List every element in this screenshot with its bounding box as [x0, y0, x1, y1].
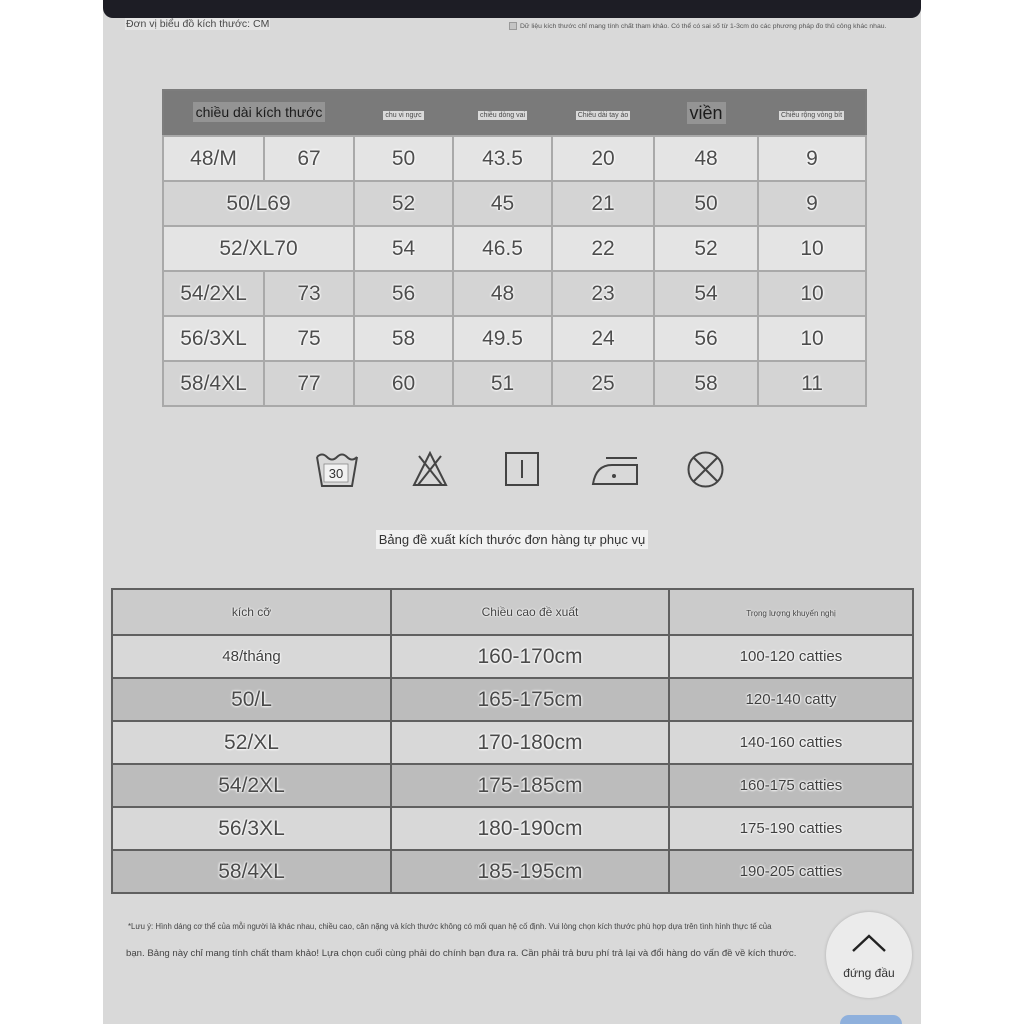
weight-value: 100-120 catties [739, 647, 843, 665]
length-cell [264, 136, 354, 181]
weight-value: 140-160 catties [739, 733, 843, 751]
header-size [112, 589, 391, 635]
chest-value: 58 [391, 326, 416, 350]
weight-cell [669, 678, 913, 721]
size-cell [112, 678, 391, 721]
size-row [163, 316, 866, 361]
cuff-cell [758, 136, 866, 181]
sleeve-value: 20 [591, 146, 615, 170]
header-weight [669, 589, 913, 635]
hem-value: 52 [694, 236, 718, 260]
chest-value: 50 [391, 146, 416, 170]
height-value: 160-170cm [477, 644, 583, 668]
length-value: 75 [297, 326, 321, 350]
hem-value: 58 [694, 371, 718, 395]
weight-value: 175-190 catties [739, 819, 843, 837]
recommendation-row [112, 678, 913, 721]
recommendation-row [112, 850, 913, 893]
height-value: 185-195cm [477, 859, 583, 883]
length-cell [264, 361, 354, 406]
height-value: 165-175cm [477, 687, 583, 711]
size-cell [163, 361, 264, 406]
height-cell [391, 678, 669, 721]
size-value: 48/M [190, 146, 237, 170]
size-cell [112, 807, 391, 850]
weight-value: 160-175 catties [739, 776, 843, 794]
header-shoulder [453, 90, 552, 136]
length-value: 70 [274, 236, 298, 260]
chest-cell [354, 226, 453, 271]
back-to-top-button[interactable] [826, 912, 912, 998]
hem-cell [654, 271, 758, 316]
height-cell [391, 807, 669, 850]
sleeve-value: 23 [591, 281, 615, 305]
chest-cell [354, 181, 453, 226]
header-size-length [163, 90, 354, 136]
chevron-up-icon [850, 932, 888, 954]
cuff-value: 11 [801, 371, 823, 395]
length-value: 73 [297, 281, 321, 305]
shoulder-value: 46.5 [482, 236, 523, 260]
hem-cell [654, 136, 758, 181]
cuff-value: 9 [806, 191, 818, 215]
size-value: 58/4XL [180, 371, 247, 395]
height-value: 175-185cm [477, 773, 583, 797]
header-height-label: Chiều cao đề xuất [481, 605, 579, 619]
unit-label: Đơn vị biểu đồ kích thước: CM [126, 18, 270, 30]
shoulder-value: 51 [490, 371, 515, 395]
size-cell [112, 850, 391, 893]
height-cell [391, 850, 669, 893]
size-value: 54/2XL [180, 281, 247, 305]
sleeve-cell [552, 136, 654, 181]
header-sleeve-label: Chiều dài tay áo [577, 112, 629, 119]
weight-value: 190-205 catties [739, 862, 843, 880]
header-cuff-label: Chiều rộng vòng bít [780, 112, 843, 119]
cuff-cell [758, 316, 866, 361]
size-length-cell [163, 181, 354, 226]
shoulder-value: 49.5 [482, 326, 523, 350]
recommendation-table [111, 588, 914, 894]
chat-button[interactable] [840, 1015, 902, 1024]
size-value: 58/4XL [218, 859, 285, 883]
header-weight-label: Trọng lượng khuyến nghị [746, 609, 836, 618]
wash-temperature: 30 [328, 466, 344, 481]
sleeve-cell [552, 226, 654, 271]
hem-cell [654, 316, 758, 361]
height-cell [391, 764, 669, 807]
size-cell [163, 136, 264, 181]
cuff-value: 9 [806, 146, 818, 170]
sleeve-cell [552, 181, 654, 226]
size-row [163, 136, 866, 181]
sleeve-cell [552, 271, 654, 316]
size-cell [112, 721, 391, 764]
shoulder-cell [453, 316, 552, 361]
info-icon [509, 22, 517, 30]
shoulder-cell [453, 271, 552, 316]
size-chart-header-row [163, 90, 866, 136]
weight-cell [669, 807, 913, 850]
size-row [163, 361, 866, 406]
sleeve-value: 21 [591, 191, 615, 215]
size-value: 54/2XL [218, 773, 285, 797]
weight-cell [669, 721, 913, 764]
size-row [163, 271, 866, 316]
size-row [163, 226, 866, 271]
height-value: 180-190cm [477, 816, 583, 840]
height-cell [391, 721, 669, 764]
recommendation-row [112, 764, 913, 807]
cuff-cell [758, 226, 866, 271]
wash-30-icon [314, 449, 360, 489]
length-value: 77 [297, 371, 321, 395]
header-shoulder-label: chiều dòng vai [479, 112, 526, 119]
weight-cell [669, 635, 913, 678]
chest-value: 54 [391, 236, 416, 260]
size-value: 48/tháng [222, 647, 281, 665]
header-size-label: kích cỡ [231, 605, 272, 619]
chest-value: 60 [391, 371, 416, 395]
size-value: 52/XL [219, 236, 275, 260]
cuff-cell [758, 271, 866, 316]
sleeve-value: 25 [591, 371, 615, 395]
height-cell [391, 635, 669, 678]
shoulder-cell [453, 226, 552, 271]
recommendation-title-text: Bảng đề xuất kích thước đơn hàng tự phục vụ [376, 530, 648, 549]
recommendation-header-row [112, 589, 913, 635]
note-line-1: *Lưu ý: Hình dáng cơ thể của mỗi người là khác nhau, chiều cao, cân nặng và kích thước không có mối quan hệ cố định. Vui lòng chọn kích thước phù hợp dựa trên tình hình thực tế của [128, 922, 772, 931]
header-chest-label: chu vi ngực [385, 112, 422, 119]
disclaimer [509, 22, 886, 30]
hem-value: 56 [694, 326, 718, 350]
chest-value: 52 [391, 191, 416, 215]
sleeve-value: 24 [591, 326, 615, 350]
hem-value: 54 [694, 281, 718, 305]
hem-cell [654, 226, 758, 271]
size-value: 56/3XL [218, 816, 285, 840]
top-bar [103, 0, 921, 18]
header-chest [354, 90, 453, 136]
shoulder-value: 45 [490, 191, 515, 215]
weight-cell [669, 764, 913, 807]
weight-cell [669, 850, 913, 893]
sleeve-cell [552, 316, 654, 361]
shoulder-cell [453, 181, 552, 226]
length-value: 67 [297, 146, 321, 170]
cuff-cell [758, 181, 866, 226]
sleeve-cell [552, 361, 654, 406]
chest-cell [354, 316, 453, 361]
size-value: 56/3XL [180, 326, 247, 350]
no-dry-clean-icon [686, 450, 725, 489]
size-cell [163, 316, 264, 361]
size-value: 50/L [226, 191, 268, 215]
size-row [163, 181, 866, 226]
recommendation-row [112, 721, 913, 764]
disclaimer-text: Dữ liệu kích thước chỉ mang tính chất tham khảo. Có thể có sai số từ 1-3cm do các phương pháp đo thủ công khác nhau. [520, 22, 887, 30]
size-cell [112, 635, 391, 678]
chest-cell [354, 271, 453, 316]
header-hem-label: viền [687, 102, 726, 124]
size-value: 52/XL [224, 730, 279, 754]
shoulder-cell [453, 136, 552, 181]
sleeve-value: 22 [591, 236, 615, 260]
cuff-value: 10 [800, 236, 824, 260]
header-sleeve [552, 90, 654, 136]
back-to-top-label: đứng đầu [843, 966, 895, 980]
cuff-cell [758, 361, 866, 406]
hem-cell [654, 181, 758, 226]
size-cell [112, 764, 391, 807]
recommendation-title [103, 531, 921, 549]
chest-cell [354, 136, 453, 181]
size-value: 50/L [231, 687, 272, 711]
chest-value: 56 [391, 281, 416, 305]
cuff-value: 10 [800, 281, 824, 305]
shoulder-value: 43.5 [482, 146, 523, 170]
shoulder-value: 48 [490, 281, 515, 305]
no-bleach-icon [412, 451, 448, 487]
size-length-cell [163, 226, 354, 271]
shoulder-cell [453, 361, 552, 406]
hem-cell [654, 361, 758, 406]
hem-value: 50 [694, 191, 718, 215]
length-cell [264, 316, 354, 361]
weight-value: 120-140 catty [745, 690, 837, 708]
size-chart-table [162, 89, 867, 407]
line-dry-icon [504, 451, 540, 487]
chest-cell [354, 361, 453, 406]
length-cell [264, 271, 354, 316]
header-hem [654, 90, 758, 136]
header-size-length-label: chiều dài kích thước [193, 102, 326, 122]
size-cell [163, 271, 264, 316]
height-value: 170-180cm [477, 730, 583, 754]
recommendation-row [112, 635, 913, 678]
note-line-2: bạn. Bảng này chỉ mang tính chất tham khảo! Lựa chọn cuối cùng phải do chính bạn đưa ra. Cần phải trả bưu phí trả lại và đổi hàng do vấn đề về kích thước. [126, 948, 797, 959]
header-cuff [758, 90, 866, 136]
hem-value: 48 [694, 146, 718, 170]
cuff-value: 10 [800, 326, 824, 350]
recommendation-row [112, 807, 913, 850]
length-value: 69 [267, 191, 291, 215]
header-height [391, 589, 669, 635]
iron-icon [590, 453, 640, 487]
